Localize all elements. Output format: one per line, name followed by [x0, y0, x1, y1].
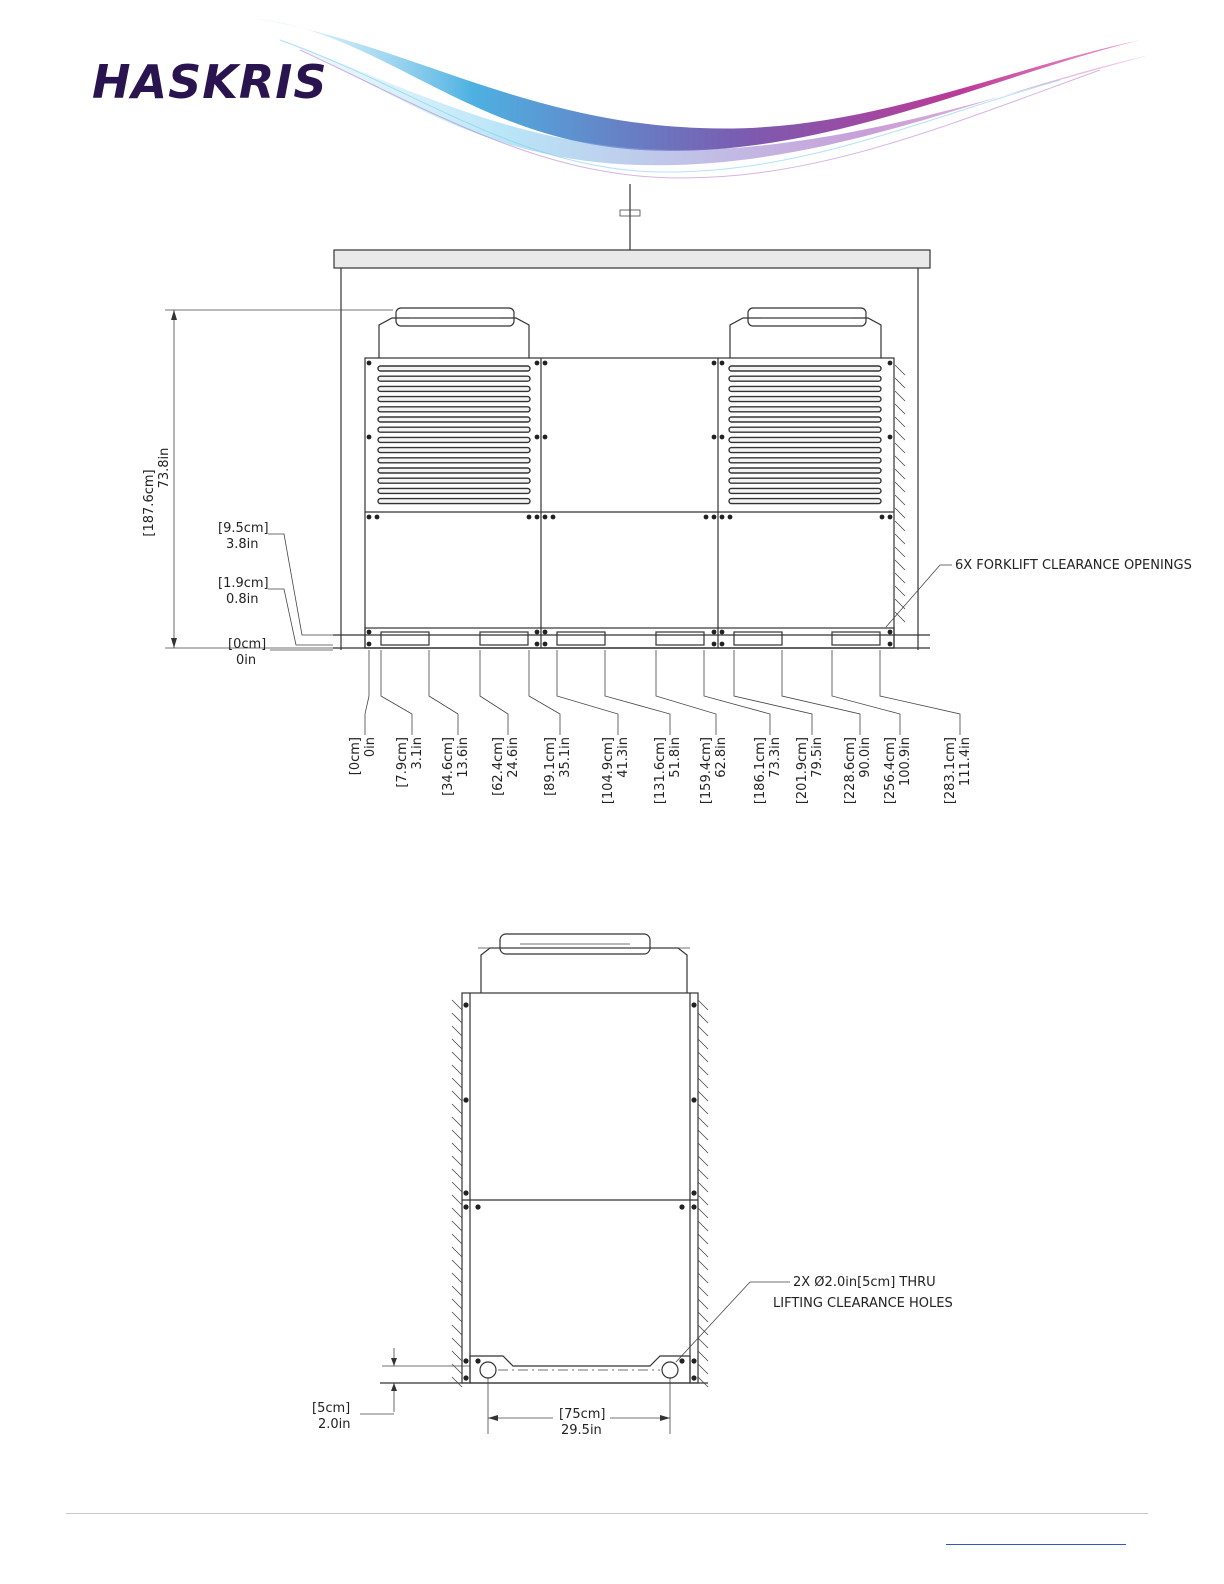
footer-link-underline[interactable] — [946, 1544, 1126, 1545]
dim-leader — [734, 650, 812, 735]
dim-metric-label: [159.4cm] — [699, 737, 714, 805]
side-bolts — [463, 1002, 696, 1380]
dim-imperial-label: 51.8in — [668, 737, 683, 778]
hatch-line — [698, 1039, 708, 1049]
dim-leader — [832, 650, 900, 735]
hatch-line — [698, 1000, 708, 1010]
hatch-line — [452, 1000, 462, 1010]
hatch-line — [452, 1312, 462, 1322]
hatch-line — [452, 1104, 462, 1114]
bolt — [720, 361, 725, 366]
bolt — [720, 435, 725, 440]
louver-slat — [378, 407, 530, 412]
dim-metric-label: [7.9cm] — [395, 737, 410, 788]
hatch-line — [895, 586, 905, 596]
footer-divider — [66, 1513, 1148, 1514]
hatch-line — [452, 1260, 462, 1270]
overall-height-dimension — [142, 310, 393, 648]
hatch-line — [698, 1026, 708, 1036]
louver-slat — [729, 366, 881, 371]
hatch-line — [698, 1247, 708, 1257]
hatch-line — [698, 1117, 708, 1127]
bolt — [888, 515, 893, 520]
dim-leader — [557, 650, 618, 735]
hatch-line — [452, 1091, 462, 1101]
dim-imperial-label: 73.3in — [768, 737, 783, 778]
louver-slat — [729, 386, 881, 391]
bolt — [691, 1204, 696, 1209]
dim-leader — [704, 650, 770, 735]
hatch-line — [698, 1312, 708, 1322]
bolt — [888, 361, 893, 366]
louver-slat — [378, 458, 530, 463]
hatch-line — [698, 1234, 708, 1244]
louver-slat — [729, 458, 881, 463]
hatch-line — [452, 1377, 462, 1387]
dim-metric-label: [283.1cm] — [943, 737, 958, 805]
bolt — [543, 642, 548, 647]
bolt — [475, 1204, 480, 1209]
hatch-line — [452, 1143, 462, 1153]
right-fan — [730, 308, 881, 358]
dim-metric-label: [228.6cm] — [843, 737, 858, 805]
hatch-line — [895, 521, 905, 531]
dim-metric-label: [186.1cm] — [753, 737, 768, 805]
louver-slat — [378, 366, 530, 371]
bolt — [535, 435, 540, 440]
dim-imperial-label: 62.8in — [714, 737, 729, 778]
louver-slat — [729, 407, 881, 412]
bolt — [712, 515, 717, 520]
forklift-callout — [886, 558, 1192, 627]
louver-slat — [729, 427, 881, 432]
hatch-line — [698, 1286, 708, 1296]
dim-imperial-label: 35.1in — [558, 737, 573, 778]
hatch-line — [895, 456, 905, 466]
bolt — [463, 1358, 468, 1363]
louver-slat — [378, 417, 530, 422]
side-view-drawing — [0, 900, 1224, 1460]
louver-slat — [729, 488, 881, 493]
forklift-opening — [734, 632, 782, 645]
side-cabinet — [380, 993, 708, 1383]
hatch-line — [698, 1338, 708, 1348]
dim-leader — [429, 650, 458, 735]
hatch-line — [895, 482, 905, 492]
louver-slat — [729, 437, 881, 442]
bolt — [691, 1002, 696, 1007]
bolt — [543, 630, 548, 635]
dim-0cm-imperial: 0in — [236, 653, 257, 668]
hole-spacing-metric: [75cm] — [559, 1407, 606, 1422]
right-coil-louvers — [729, 366, 881, 504]
dim-metric-label: [0cm] — [348, 737, 363, 776]
bolt — [543, 435, 548, 440]
hatch-line — [698, 1325, 708, 1335]
forklift-opening — [832, 632, 880, 645]
hatch-line — [452, 1039, 462, 1049]
louver-slat — [729, 397, 881, 402]
hatch-line — [452, 1234, 462, 1244]
bolt — [720, 630, 725, 635]
louver-slat — [378, 376, 530, 381]
hatch-line — [895, 365, 905, 375]
dim-9-5cm-metric: [9.5cm] — [218, 521, 269, 536]
louver-slat — [378, 437, 530, 442]
bolt — [720, 642, 725, 647]
hatch-line — [698, 1208, 708, 1218]
haskris-logo: HASKRIS — [92, 55, 328, 109]
hatch-line — [452, 1351, 462, 1361]
hatch-line — [895, 508, 905, 518]
hatch-line — [698, 1104, 708, 1114]
bolt — [679, 1204, 684, 1209]
louver-slat — [729, 376, 881, 381]
bolt — [367, 361, 372, 366]
hatch-line — [452, 1013, 462, 1023]
bolt — [728, 515, 733, 520]
horizontal-dimensions — [348, 650, 973, 804]
base-height-dimensions — [218, 521, 333, 668]
hatch-line — [698, 1260, 708, 1270]
louver-slat — [378, 478, 530, 483]
hatch-line — [895, 469, 905, 479]
hatch-line — [452, 1208, 462, 1218]
hatch-line — [895, 612, 905, 622]
hatch-line — [895, 404, 905, 414]
bolt — [463, 1204, 468, 1209]
dim-0cm-metric: [0cm] — [228, 637, 267, 652]
louver-slat — [729, 448, 881, 453]
hatch-line — [452, 1065, 462, 1075]
louver-slat — [729, 468, 881, 473]
bolt — [712, 642, 717, 647]
bolt — [463, 1190, 468, 1195]
hatch-line — [452, 1169, 462, 1179]
hole-spacing-imperial: 29.5in — [561, 1423, 602, 1438]
hatch-line — [698, 1273, 708, 1283]
hatch-line — [698, 1091, 708, 1101]
bolt — [463, 1002, 468, 1007]
dim-leader — [880, 650, 960, 735]
hatch-line — [452, 1338, 462, 1348]
forklift-opening — [480, 632, 528, 645]
louver-slat — [378, 488, 530, 493]
bolt — [535, 515, 540, 520]
dim-metric-label: [104.9cm] — [601, 737, 616, 805]
bolt — [367, 515, 372, 520]
bolt — [712, 361, 717, 366]
hatch-line — [452, 1078, 462, 1088]
hole-height-dimension — [312, 1348, 470, 1432]
bolt — [463, 1097, 468, 1102]
bolt — [535, 642, 540, 647]
dim-imperial-label: 13.6in — [456, 737, 471, 778]
hatch-line — [895, 443, 905, 453]
bolt — [888, 435, 893, 440]
louver-slat — [378, 397, 530, 402]
left-coil-louvers — [378, 366, 530, 504]
hatch-line — [452, 1117, 462, 1127]
hole-note-line1: 2X Ø2.0in[5cm] THRU — [793, 1275, 936, 1290]
louver-slat — [729, 417, 881, 422]
dim-1-9cm-metric: [1.9cm] — [218, 576, 269, 591]
louver-slat — [378, 448, 530, 453]
bolt — [691, 1375, 696, 1380]
hatch-line — [452, 1052, 462, 1062]
hatch-line — [452, 1156, 462, 1166]
bolt — [475, 1358, 480, 1363]
hatch-line — [698, 1013, 708, 1023]
hole-note-line2: LIFTING CLEARANCE HOLES — [773, 1296, 953, 1311]
bolt — [712, 435, 717, 440]
hatch-line — [698, 1130, 708, 1140]
hatch-line — [698, 1195, 708, 1205]
bolt — [375, 515, 380, 520]
dim-1-9cm-imperial: 0.8in — [226, 592, 259, 607]
dim-imperial-label: 0in — [363, 737, 378, 758]
hatch-line — [895, 417, 905, 427]
bolt — [543, 515, 548, 520]
hatch-line — [698, 1351, 708, 1361]
bolt — [691, 1190, 696, 1195]
hatch-line — [895, 547, 905, 557]
forklift-openings — [381, 632, 880, 645]
height-metric-label: [187.6cm] — [142, 469, 157, 537]
dim-9-5cm-imperial: 3.8in — [226, 537, 259, 552]
bolt — [463, 1375, 468, 1380]
dim-imperial-label: 79.5in — [810, 737, 825, 778]
louver-slat — [378, 468, 530, 473]
hatch-line — [698, 1065, 708, 1075]
dim-leader — [365, 650, 369, 735]
hatch-line — [452, 1273, 462, 1283]
page-header — [0, 0, 1224, 190]
bolt — [888, 630, 893, 635]
hatch-line — [698, 1156, 708, 1166]
bolt — [543, 361, 548, 366]
hatch-line — [452, 1130, 462, 1140]
hatch-line — [452, 1286, 462, 1296]
bolt — [367, 630, 372, 635]
hatch-line — [895, 391, 905, 401]
bolt — [691, 1097, 696, 1102]
header-swoosh — [230, 18, 1150, 178]
bolt — [551, 515, 556, 520]
dim-metric-label: [89.1cm] — [543, 737, 558, 796]
hatch-line — [698, 1221, 708, 1231]
hatch-line — [452, 1247, 462, 1257]
dim-imperial-label: 24.6in — [506, 737, 521, 778]
wall-hatching — [895, 365, 905, 622]
left-fan — [379, 308, 529, 358]
hatch-line — [452, 1325, 462, 1335]
front-view-drawing — [0, 180, 1224, 840]
hatch-line — [452, 1182, 462, 1192]
hatch-line — [895, 560, 905, 570]
bolt — [888, 642, 893, 647]
hole-height-imperial: 2.0in — [318, 1417, 351, 1432]
dim-imperial-label: 41.3in — [616, 737, 631, 778]
dim-metric-label: [256.4cm] — [883, 737, 898, 805]
louver-slat — [729, 499, 881, 504]
dim-metric-label: [62.4cm] — [491, 737, 506, 796]
bolt — [535, 361, 540, 366]
hatch-line — [452, 1221, 462, 1231]
dim-leader — [782, 650, 860, 735]
hatch-line — [452, 1195, 462, 1205]
forklift-note: 6X FORKLIFT CLEARANCE OPENINGS — [955, 558, 1192, 573]
dim-imperial-label: 90.0in — [858, 737, 873, 778]
hatch-line — [698, 1143, 708, 1153]
hatch-line — [698, 1078, 708, 1088]
bolt — [691, 1358, 696, 1363]
side-fan — [478, 934, 690, 993]
bolt — [880, 515, 885, 520]
hatch-line — [895, 430, 905, 440]
dim-imperial-label: 111.4in — [958, 737, 973, 787]
louver-slat — [378, 499, 530, 504]
hatch-line — [895, 495, 905, 505]
hatch-line — [895, 573, 905, 583]
hatch-line — [698, 1182, 708, 1192]
lifting-hole-callout — [676, 1275, 953, 1362]
hatch-line — [698, 1052, 708, 1062]
bolt — [712, 630, 717, 635]
forklift-opening — [656, 632, 704, 645]
dim-leader — [529, 650, 560, 735]
hatch-line — [895, 534, 905, 544]
louver-slat — [378, 386, 530, 391]
dim-metric-label: [201.9cm] — [795, 737, 810, 805]
louver-slat — [378, 427, 530, 432]
hatch-line — [895, 378, 905, 388]
bolt — [527, 515, 532, 520]
dim-metric-label: [34.6cm] — [441, 737, 456, 796]
dim-imperial-label: 100.9in — [898, 737, 913, 787]
hatch-line — [452, 1026, 462, 1036]
dim-metric-label: [131.6cm] — [653, 737, 668, 805]
hole-spacing-dimension — [488, 1370, 670, 1438]
louver-slat — [729, 478, 881, 483]
bolt — [704, 515, 709, 520]
dim-leader — [656, 650, 716, 735]
forklift-opening — [557, 632, 605, 645]
bolt — [367, 435, 372, 440]
bolt — [535, 630, 540, 635]
dim-leader — [381, 650, 412, 735]
bolt — [720, 515, 725, 520]
dim-leader — [605, 650, 670, 735]
dim-leader — [480, 650, 508, 735]
height-imperial-label: 73.8in — [157, 447, 172, 489]
forklift-opening — [381, 632, 429, 645]
bolt — [367, 642, 372, 647]
dim-imperial-label: 3.1in — [410, 737, 425, 770]
hatch-line — [698, 1364, 708, 1374]
hatch-line — [698, 1299, 708, 1309]
hatch-line — [452, 1299, 462, 1309]
hole-height-metric: [5cm] — [312, 1401, 351, 1416]
hatch-line — [452, 1364, 462, 1374]
hatch-line — [698, 1377, 708, 1387]
side-hatching — [452, 1000, 708, 1387]
bolt — [679, 1358, 684, 1363]
hatch-line — [698, 1169, 708, 1179]
